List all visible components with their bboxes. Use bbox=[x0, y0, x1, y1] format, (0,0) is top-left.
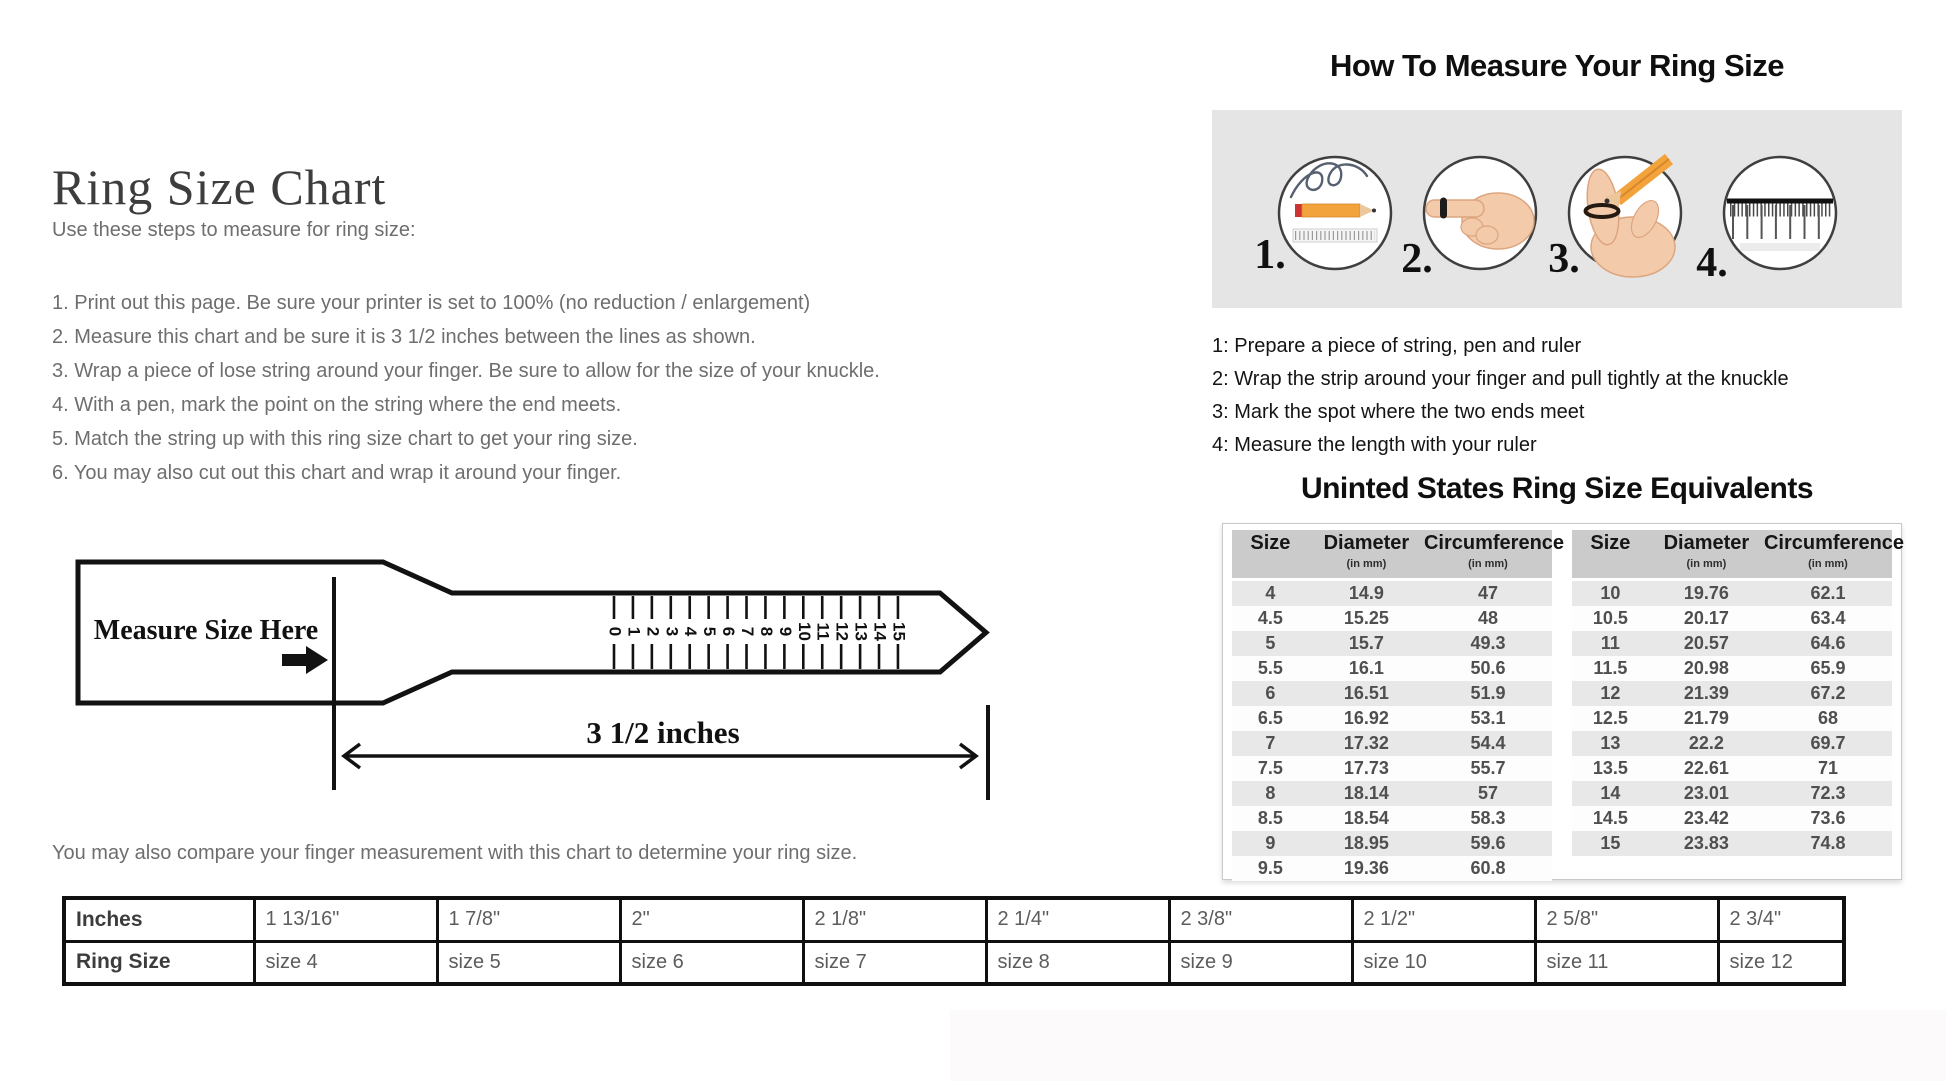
table-row bbox=[1572, 781, 1892, 806]
table-row bbox=[1232, 856, 1552, 881]
table-row bbox=[1572, 606, 1892, 631]
howto-step: 2: Wrap the strip around your finger and pull tightly at the knuckle bbox=[1212, 368, 1789, 390]
table-cell: 55.7 bbox=[1470, 758, 1506, 778]
table-cell: 23.01 bbox=[1683, 783, 1729, 803]
tick-label: 3 bbox=[662, 626, 682, 637]
ring-sizer-diagram bbox=[58, 555, 998, 805]
step-number: 2. bbox=[1401, 236, 1433, 282]
howto-step: 3: Mark the spot where the two ends meet bbox=[1212, 401, 1585, 423]
diameter-column-header: Diameter (in mm) bbox=[1309, 530, 1424, 580]
table-cell: 64.6 bbox=[1810, 633, 1846, 653]
table-cell: 19.36 bbox=[1343, 858, 1389, 878]
table-row bbox=[1572, 756, 1892, 781]
table-cell: 10 bbox=[1600, 583, 1621, 603]
table-cell: 48 bbox=[1477, 608, 1498, 628]
table-cell: 12 bbox=[1600, 683, 1621, 703]
table-cell: size 11 bbox=[1535, 941, 1718, 984]
howto-title: How To Measure Your Ring Size bbox=[1329, 48, 1784, 83]
table-cell: 22.61 bbox=[1683, 758, 1729, 778]
table-cell: 6.5 bbox=[1257, 708, 1283, 728]
table-cell: 16.92 bbox=[1343, 708, 1389, 728]
intro-text: Use these steps to measure for ring size: bbox=[52, 219, 416, 241]
table-cell: 2" bbox=[620, 898, 803, 941]
table-cell: 73.6 bbox=[1810, 808, 1846, 828]
instruction-step: 1. Print out this page. Be sure your printer is set to 100% (no reduction / enlargement) bbox=[52, 292, 811, 314]
table-cell: 2 5/8" bbox=[1535, 898, 1718, 941]
table-cell: 47 bbox=[1477, 583, 1498, 603]
compare-note: You may also compare your finger measurement with this chart to determine your ring size. bbox=[52, 842, 858, 864]
tick-label: 15 bbox=[889, 622, 909, 641]
table-cell: 1 7/8" bbox=[437, 898, 620, 941]
table-cell: size 8 bbox=[986, 941, 1169, 984]
width-label: 3 1/2 inches bbox=[586, 715, 740, 750]
table-cell: 14 bbox=[1600, 783, 1621, 803]
measure-size-label: Measure Size Here bbox=[93, 615, 319, 646]
table-cell: 7.5 bbox=[1257, 758, 1283, 778]
table-cell: 14.9 bbox=[1348, 583, 1384, 603]
tick-label: 4 bbox=[681, 626, 701, 637]
table-cell: 54.4 bbox=[1470, 733, 1506, 753]
instruction-step: 6. You may also cut out this chart and wrap it around your finger. bbox=[52, 462, 622, 484]
equivalents-table-right bbox=[1572, 530, 1905, 856]
table-cell: 9.5 bbox=[1257, 858, 1283, 878]
table-cell: 18.54 bbox=[1343, 808, 1389, 828]
table-cell: 11 bbox=[1600, 633, 1620, 653]
tick-label: 0 bbox=[605, 626, 625, 637]
size-column-header: Size bbox=[1232, 530, 1309, 580]
equivalents-title: Uninted States Ring Size Equivalents bbox=[1300, 472, 1814, 505]
table-cell: size 12 bbox=[1718, 941, 1844, 984]
circumference-column-header: Circumference (in mm) bbox=[1764, 530, 1892, 580]
inches-to-ring-size-table bbox=[62, 896, 1846, 986]
tick-label: 5 bbox=[700, 626, 720, 637]
table-row bbox=[1232, 781, 1552, 806]
table-row bbox=[1232, 731, 1552, 756]
table-row bbox=[1572, 656, 1892, 681]
step-number: 1. bbox=[1254, 232, 1286, 278]
howto-step: 4: Measure the length with your ruler bbox=[1212, 434, 1537, 456]
tick-label: 10 bbox=[794, 622, 814, 641]
table-cell: 20.17 bbox=[1683, 608, 1729, 628]
table-cell: 11.5 bbox=[1593, 658, 1628, 678]
tick-label: 7 bbox=[738, 626, 758, 637]
table-row bbox=[1572, 806, 1892, 831]
table-cell: 9 bbox=[1265, 833, 1276, 853]
table-cell: 10.5 bbox=[1592, 608, 1628, 628]
table-cell: 68 bbox=[1817, 708, 1838, 728]
tick-label: 12 bbox=[832, 622, 852, 641]
table-cell: 58.3 bbox=[1470, 808, 1506, 828]
instruction-list bbox=[52, 286, 880, 490]
instruction-step: 5. Match the string up with this ring size chart to get your ring size. bbox=[52, 428, 638, 450]
instruction-step: 2. Measure this chart and be sure it is 3 1/2 inches between the lines as shown. bbox=[52, 326, 756, 348]
tick-label: 13 bbox=[851, 622, 871, 641]
table-cell: 5 bbox=[1265, 633, 1276, 653]
step-number: 4. bbox=[1696, 240, 1728, 286]
table-cell: 2 1/2" bbox=[1352, 898, 1535, 941]
table-cell: 65.9 bbox=[1810, 658, 1846, 678]
table-cell: 51.9 bbox=[1470, 683, 1506, 703]
table-cell: 2 1/8" bbox=[803, 898, 986, 941]
howto-illustration-panel bbox=[1212, 110, 1902, 308]
table-cell: 18.14 bbox=[1343, 783, 1389, 803]
table-cell: 8 bbox=[1265, 783, 1276, 803]
circumference-column-header: Circumference (in mm) bbox=[1424, 530, 1552, 580]
table-cell: 74.8 bbox=[1810, 833, 1846, 853]
equivalents-tables bbox=[1222, 523, 1905, 880]
tick-label: 14 bbox=[870, 622, 890, 641]
wrap-string-finger-icon bbox=[1424, 157, 1536, 269]
table-row bbox=[1572, 831, 1892, 856]
table-cell: 23.83 bbox=[1683, 833, 1729, 853]
table-cell: 7 bbox=[1265, 733, 1276, 753]
table-cell: 1 13/16" bbox=[254, 898, 437, 941]
table-cell: 57 bbox=[1477, 783, 1498, 803]
table-row bbox=[1232, 756, 1552, 781]
table-row bbox=[1572, 681, 1892, 706]
table-cell: 5.5 bbox=[1257, 658, 1283, 678]
table-cell: 15.7 bbox=[1348, 633, 1384, 653]
table-cell: 50.6 bbox=[1470, 658, 1506, 678]
table-cell: 15.25 bbox=[1343, 608, 1389, 628]
table-row bbox=[1232, 806, 1552, 831]
table-cell: 20.57 bbox=[1683, 633, 1729, 653]
table-cell: 19.76 bbox=[1683, 583, 1729, 603]
instruction-step: 3. Wrap a piece of lose string around your finger. Be sure to allow for the size of your knuckle. bbox=[52, 360, 880, 382]
table-cell: 6 bbox=[1265, 683, 1276, 703]
table-header-row bbox=[1232, 530, 1552, 580]
inches-row bbox=[64, 898, 1844, 941]
table-row bbox=[1232, 706, 1552, 731]
table-cell: size 4 bbox=[254, 941, 437, 984]
table-cell: 4.5 bbox=[1257, 608, 1283, 628]
table-cell: 53.1 bbox=[1470, 708, 1506, 728]
table-cell: 17.73 bbox=[1343, 758, 1389, 778]
table-row bbox=[1232, 681, 1552, 706]
table-cell: 21.79 bbox=[1683, 708, 1729, 728]
row-header: Ring Size bbox=[64, 941, 254, 984]
table-cell: size 10 bbox=[1352, 941, 1535, 984]
page-background-strip bbox=[950, 1010, 1946, 1081]
table-row bbox=[1232, 606, 1552, 631]
tick-label: 2 bbox=[643, 626, 663, 637]
table-cell: 4 bbox=[1265, 583, 1276, 603]
table-cell: 21.39 bbox=[1683, 683, 1729, 703]
ring-size-row bbox=[64, 941, 1844, 984]
table-cell: 67.2 bbox=[1810, 683, 1846, 703]
diameter-column-header: Diameter (in mm) bbox=[1649, 530, 1764, 580]
howto-step-list bbox=[1212, 330, 1789, 462]
table-row bbox=[1232, 656, 1552, 681]
table-cell: 2 3/4" bbox=[1718, 898, 1844, 941]
table-cell: 22.2 bbox=[1688, 733, 1724, 753]
table-cell: 12.5 bbox=[1592, 708, 1628, 728]
table-cell: 16.51 bbox=[1343, 683, 1389, 703]
size-column-header: Size bbox=[1572, 530, 1649, 580]
table-cell: 63.4 bbox=[1810, 608, 1846, 628]
page-title: Ring Size Chart bbox=[52, 158, 387, 215]
tick-label: 8 bbox=[756, 626, 776, 637]
row-header: Inches bbox=[64, 898, 254, 941]
table-cell: 18.95 bbox=[1343, 833, 1389, 853]
table-cell: 20.98 bbox=[1683, 658, 1729, 678]
tick-label: 1 bbox=[624, 626, 644, 637]
table-cell: 71 bbox=[1817, 758, 1838, 778]
table-cell: 62.1 bbox=[1810, 583, 1846, 603]
measure-ruler-icon bbox=[1724, 157, 1836, 269]
instruction-step: 4. With a pen, mark the point on the string where the end meets. bbox=[52, 394, 622, 416]
step-number: 3. bbox=[1548, 236, 1580, 282]
tick-label: 9 bbox=[775, 626, 795, 637]
table-cell: 72.3 bbox=[1810, 783, 1846, 803]
table-cell: 2 1/4" bbox=[986, 898, 1169, 941]
tick-label: 6 bbox=[719, 626, 739, 637]
table-cell: 49.3 bbox=[1470, 633, 1506, 653]
table-cell: 59.6 bbox=[1470, 833, 1506, 853]
table-row bbox=[1572, 631, 1892, 656]
table-cell: 15 bbox=[1600, 833, 1621, 853]
table-row bbox=[1232, 580, 1552, 607]
table-row bbox=[1572, 731, 1892, 756]
table-cell: 16.1 bbox=[1348, 658, 1384, 678]
table-cell: size 5 bbox=[437, 941, 620, 984]
table-cell: 69.7 bbox=[1810, 733, 1846, 753]
table-cell: 13 bbox=[1600, 733, 1621, 753]
table-cell: 60.8 bbox=[1470, 858, 1506, 878]
table-row bbox=[1572, 706, 1892, 731]
table-row bbox=[1572, 580, 1892, 607]
tick-label: 11 bbox=[813, 622, 833, 641]
table-cell: size 9 bbox=[1169, 941, 1352, 984]
table-row bbox=[1232, 631, 1552, 656]
table-cell: 23.42 bbox=[1683, 808, 1729, 828]
table-cell: size 7 bbox=[803, 941, 986, 984]
table-cell: 2 3/8" bbox=[1169, 898, 1352, 941]
string-pen-ruler-icon bbox=[1279, 157, 1391, 269]
table-cell: 13.5 bbox=[1592, 758, 1628, 778]
table-cell: 17.32 bbox=[1343, 733, 1389, 753]
table-header-row bbox=[1572, 530, 1892, 580]
table-cell: size 6 bbox=[620, 941, 803, 984]
table-cell: 14.5 bbox=[1592, 808, 1628, 828]
equivalents-table-left bbox=[1232, 530, 1565, 881]
howto-step: 1: Prepare a piece of string, pen and ruler bbox=[1212, 335, 1582, 357]
table-row bbox=[1232, 831, 1552, 856]
table-cell: 8.5 bbox=[1257, 808, 1283, 828]
